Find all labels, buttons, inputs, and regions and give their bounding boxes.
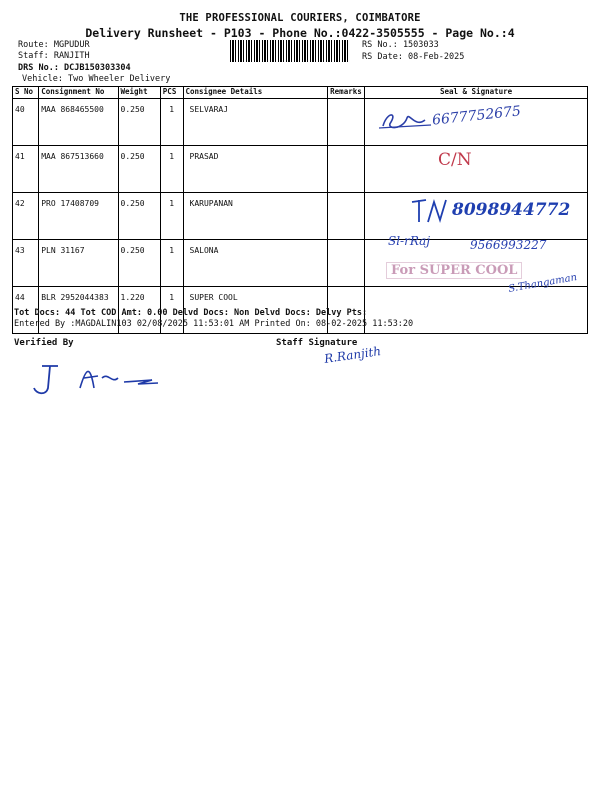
vehicle-label: Vehicle: Two Wheeler Delivery [22,74,171,84]
cell-sno: 41 [13,146,39,193]
cell-remarks [328,240,365,287]
cell-consignee: SALONA [183,240,328,287]
cell-consignee: PRASAD [183,146,328,193]
signature-row42-initials [410,196,454,226]
company-title: THE PROFESSIONAL COURIERS, COIMBATORE [179,12,421,24]
cell-consignee: KARUPANAN [183,193,328,240]
handwritten-sign-row44: S.Thangaman [507,272,578,295]
rs-date: RS Date: 08-Feb-2025 [362,52,465,62]
company-stamp: For SUPER COOL [386,262,522,279]
cell-sno: 42 [13,193,39,240]
cell-consignment: BLR 2952044383 [39,287,118,334]
cell-pcs: 1 [160,146,183,193]
verified-signature [28,358,168,400]
cell-consignment: PRO 17408709 [39,193,118,240]
col-weight: Weight [118,87,160,99]
col-seal: Seal & Signature [365,87,588,99]
cell-weight: 0.250 [118,193,160,240]
cell-weight: 1.220 [118,287,160,334]
cell-pcs: 1 [160,193,183,240]
cell-weight: 0.250 [118,99,160,146]
verified-by-label: Verified By [14,338,74,348]
cell-remarks [328,99,365,146]
handwritten-phone-row43: 9566993227 [470,238,547,252]
handwritten-sign-row43: Sl-rRaj [388,234,431,248]
route-label: Route: MGPUDUR [18,40,90,50]
col-consignee: Consignee Details [183,87,328,99]
handwritten-phone-row40: 6677752675 [431,103,522,129]
cell-consignee: SUPER COOL [183,287,328,334]
col-consignment: Consignment No [39,87,118,99]
rs-number: RS No.: 1503033 [362,40,439,50]
handwritten-cn-row41: C/N [438,150,472,170]
cell-pcs: 1 [160,99,183,146]
entered-by-line: Entered By :MAGDALIN103 02/08/2025 11:53:01 AM Printed On: 08-02-2025 11:53:20 [14,319,414,329]
staff-signature-label: Staff Signature [276,338,358,348]
cell-weight: 0.250 [118,240,160,287]
cell-consignment: MAA 868465500 [39,99,118,146]
cell-pcs: 1 [160,240,183,287]
col-sno: S No [13,87,39,99]
barcode-image [230,40,350,62]
col-pcs: PCS [160,87,183,99]
cell-sno: 43 [13,240,39,287]
handwritten-phone-row42: 8098944772 [452,200,571,220]
cell-consignee: SELVARAJ [183,99,328,146]
table-header-row [13,87,588,99]
signature-row40-scribble [375,108,435,136]
drs-number: DRS No.: DCJB150303304 [18,63,131,73]
table-row [13,146,588,193]
cell-remarks [328,146,365,193]
runsheet-subtitle: Delivery Runsheet - P103 - Phone No.:0422-3505555 - Page No.:4 [85,26,515,40]
cell-remarks [328,193,365,240]
cell-seal [365,146,588,193]
cell-consignment: MAA 867513660 [39,146,118,193]
staff-label: Staff: RANJITH [18,51,90,61]
cell-sno: 40 [13,99,39,146]
cell-sno: 44 [13,287,39,334]
totals-line: Tot Docs: 44 Tot COD Amt: 0.00 Delvd Docs: Non Delvd Docs: Delvy Pts: [14,308,368,318]
cell-consignment: PLN 31167 [39,240,118,287]
staff-signature-handwritten: R.Ranjith [323,344,382,366]
cell-pcs: 1 [160,287,183,334]
cell-weight: 0.250 [118,146,160,193]
col-remarks: Remarks [328,87,365,99]
